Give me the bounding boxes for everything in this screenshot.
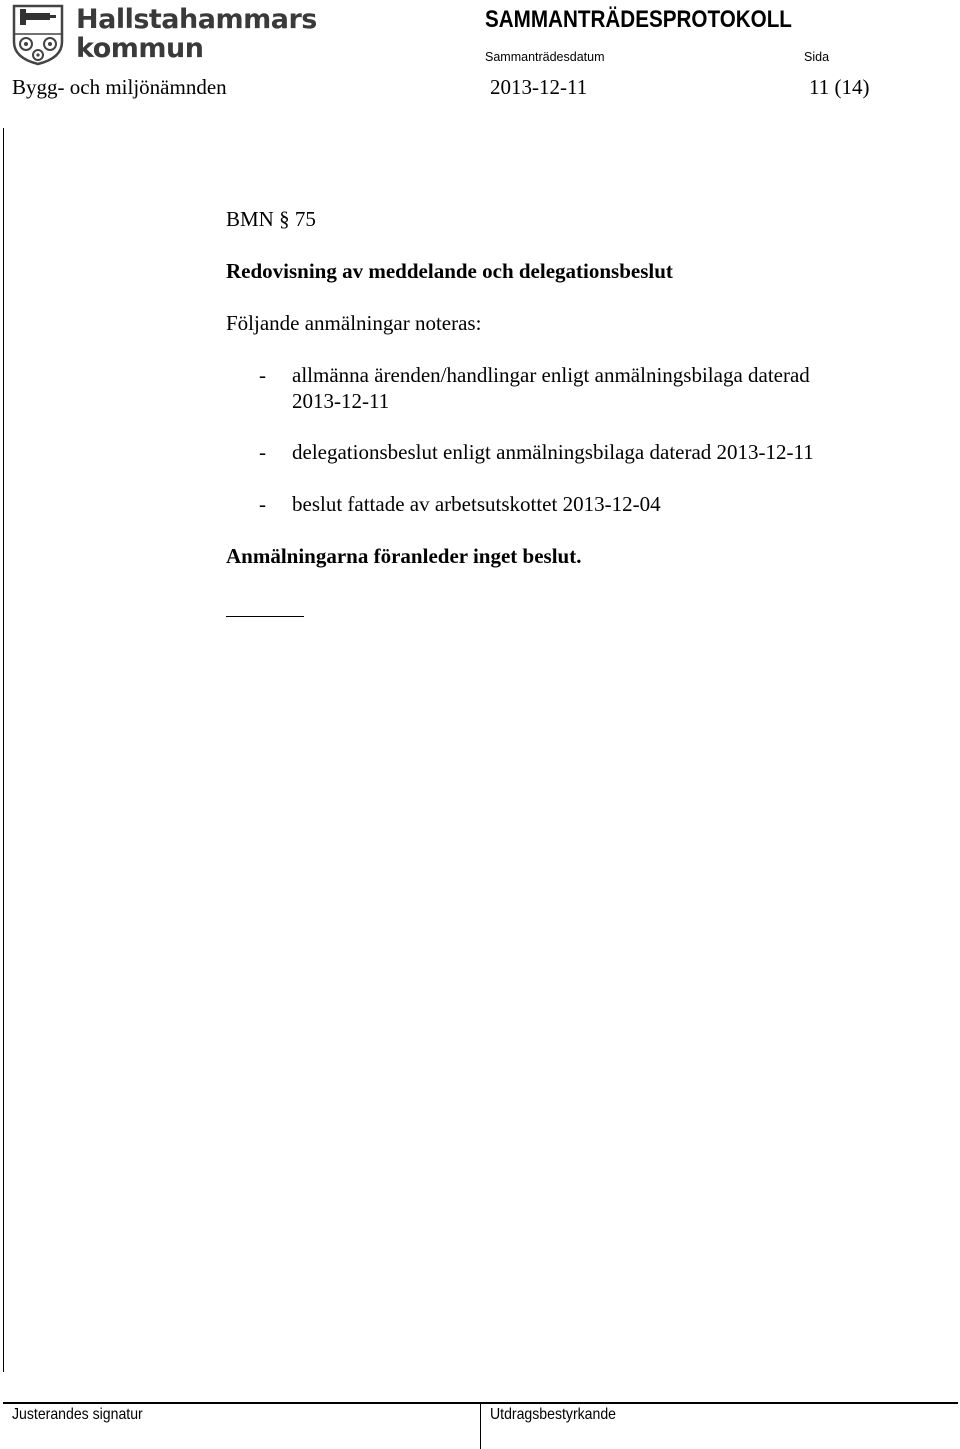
list-item-dash: - [259,440,266,464]
left-margin-rule [3,128,4,1372]
logo-kommun-line: kommun [76,33,204,64]
list-item-text: allmänna ärenden/handlingar enligt anmälningsbilaga daterad [292,363,810,387]
meeting-date-label: Sammanträdesdatum [485,50,605,64]
section-end-rule [226,616,304,617]
page-label: Sida [804,50,830,64]
logo-wordmark [76,4,317,62]
list-item-text: beslut fattade av arbetsutskottet 2013-12-04 [292,492,661,516]
certification-label: Utdragsbestyrkande [490,1406,617,1423]
conclusion-text: Anmälningarna föranleder inget beslut. [226,544,582,568]
municipality-logo [12,4,317,68]
signature-label: Justerandes signatur [12,1406,143,1423]
page-number: 11 (14) [809,75,870,99]
list-item-dash: - [259,363,266,387]
section-title: Redovisning av meddelande och delegationsbeslut [226,259,673,283]
list-item-dash: - [259,492,266,516]
logo-name-line: Hallstahammars [76,4,317,35]
committee-name: Bygg- och miljönämnden [12,75,227,99]
list-item-text: delegationsbeslut enligt anmälningsbilaga daterad 2013-12-11 [292,440,814,464]
list-item-text-continued: 2013-12-11 [292,389,390,413]
intro-text: Följande anmälningar noteras: [226,311,482,335]
section-number: BMN § 75 [226,207,316,231]
document-title: SAMMANTRÄDESPROTOKOLL [485,6,792,33]
footer-divider [480,1403,481,1449]
coat-of-arms-icon [12,4,64,66]
meeting-date: 2013-12-11 [490,75,588,99]
